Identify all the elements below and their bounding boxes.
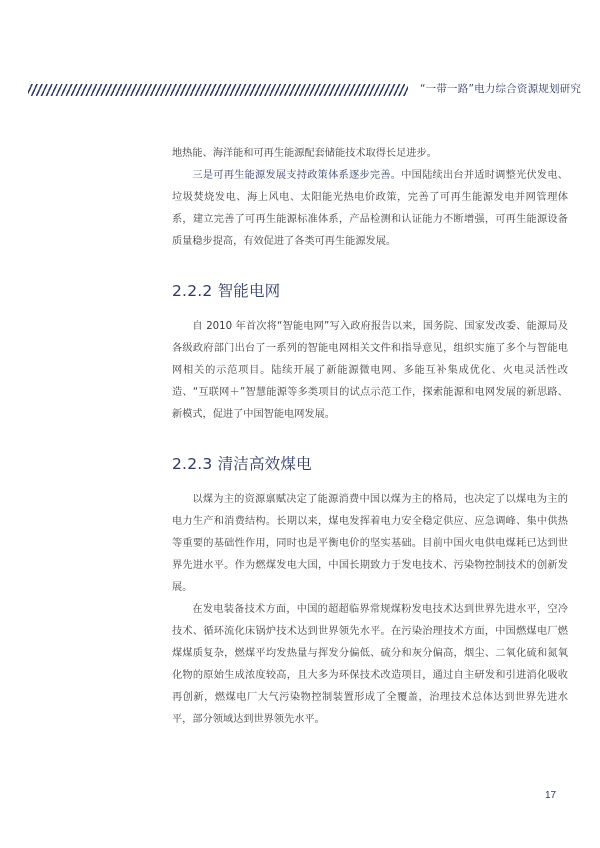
running-header-title: “一带一路”电力综合资源规划研究 — [420, 83, 582, 95]
section-heading-clean-coal: 2.2.3 清洁高效煤电 — [172, 455, 312, 473]
page-number: 17 — [545, 790, 557, 801]
clean-coal-paragraph-2: 在发电装备技术方面，中国的超超临界常规煤粉发电技术达到世界先进水平，空冷技术、循环流化床锅炉技术达到世界领先水平。在污染治理技术方面，中国燃煤电厂燃煤煤质复杂，燃煤平均发热量与挥发分偏低、硫分和灰分偏高，烟尘、二氧化硫和氮氧化物的原始生成浓度较高，且大多为环保技术改造项目，通过自主研发和引进消化吸收再创新，燃煤电厂大气污染物控制装置形成了全覆盖，治理技术总体达到世界先进水平，部分领域达到世界领先水平。 — [172, 604, 568, 725]
paragraph-body-text: 中国陆续出台并适时调整光伏发电、垃圾焚烧发电、海上风电、太阳能光热电价政策，完善了可再生能源发电并网管理体系，建立完善了可再生能源标准体系，产品检测和认证能力不断增强，可再生能源设备质量稳步提高，有效促进了各类可再生能源发展。 — [172, 170, 568, 247]
intro-paragraph-continued: 地热能、海洋能和可再生能源配套储能技术取得长足进步。 — [172, 148, 437, 159]
clean-coal-paragraph-1: 以煤为主的资源禀赋决定了能源消费中国以煤为主的格局，也决定了以煤电为主的电力生产和消费结构。长期以来，煤电发挥着电力安全稳定供应、应急调峰、集中供热等重要的基础性作用，同时也是平衡电价的坚实基础。目前中国火电供电煤耗已达到世界先进水平。作为燃煤发电大国，中国长期致力于发电技术、污染物控制技术的创新发展。 — [172, 494, 568, 593]
paragraph-lead-phrase: 三是可再生能源发展支持政策体系逐步完善。 — [192, 170, 402, 181]
intro-paragraph-policy — [172, 165, 568, 253]
page-body — [172, 143, 568, 731]
smart-grid-paragraph: 自 2010 年首次将“智能电网”写入政府报告以来，国务院、国家发改委、能源局及各级政府部门出台了一系列的智能电网相关文件和指导意见，组织实施了多个与智能电网相关的示范项目。陆续开展了新能源微电网、多能互补集成优化、火电灵活性改造、“互联网＋”智慧能源等多类项目的试点示范工作，探索能源和电网发展的新思路、新模式，促进了中国智能电网发展。 — [172, 321, 568, 420]
section-heading-smart-grid: 2.2.2 智能电网 — [172, 282, 281, 300]
header-stripe-decoration — [28, 84, 408, 96]
